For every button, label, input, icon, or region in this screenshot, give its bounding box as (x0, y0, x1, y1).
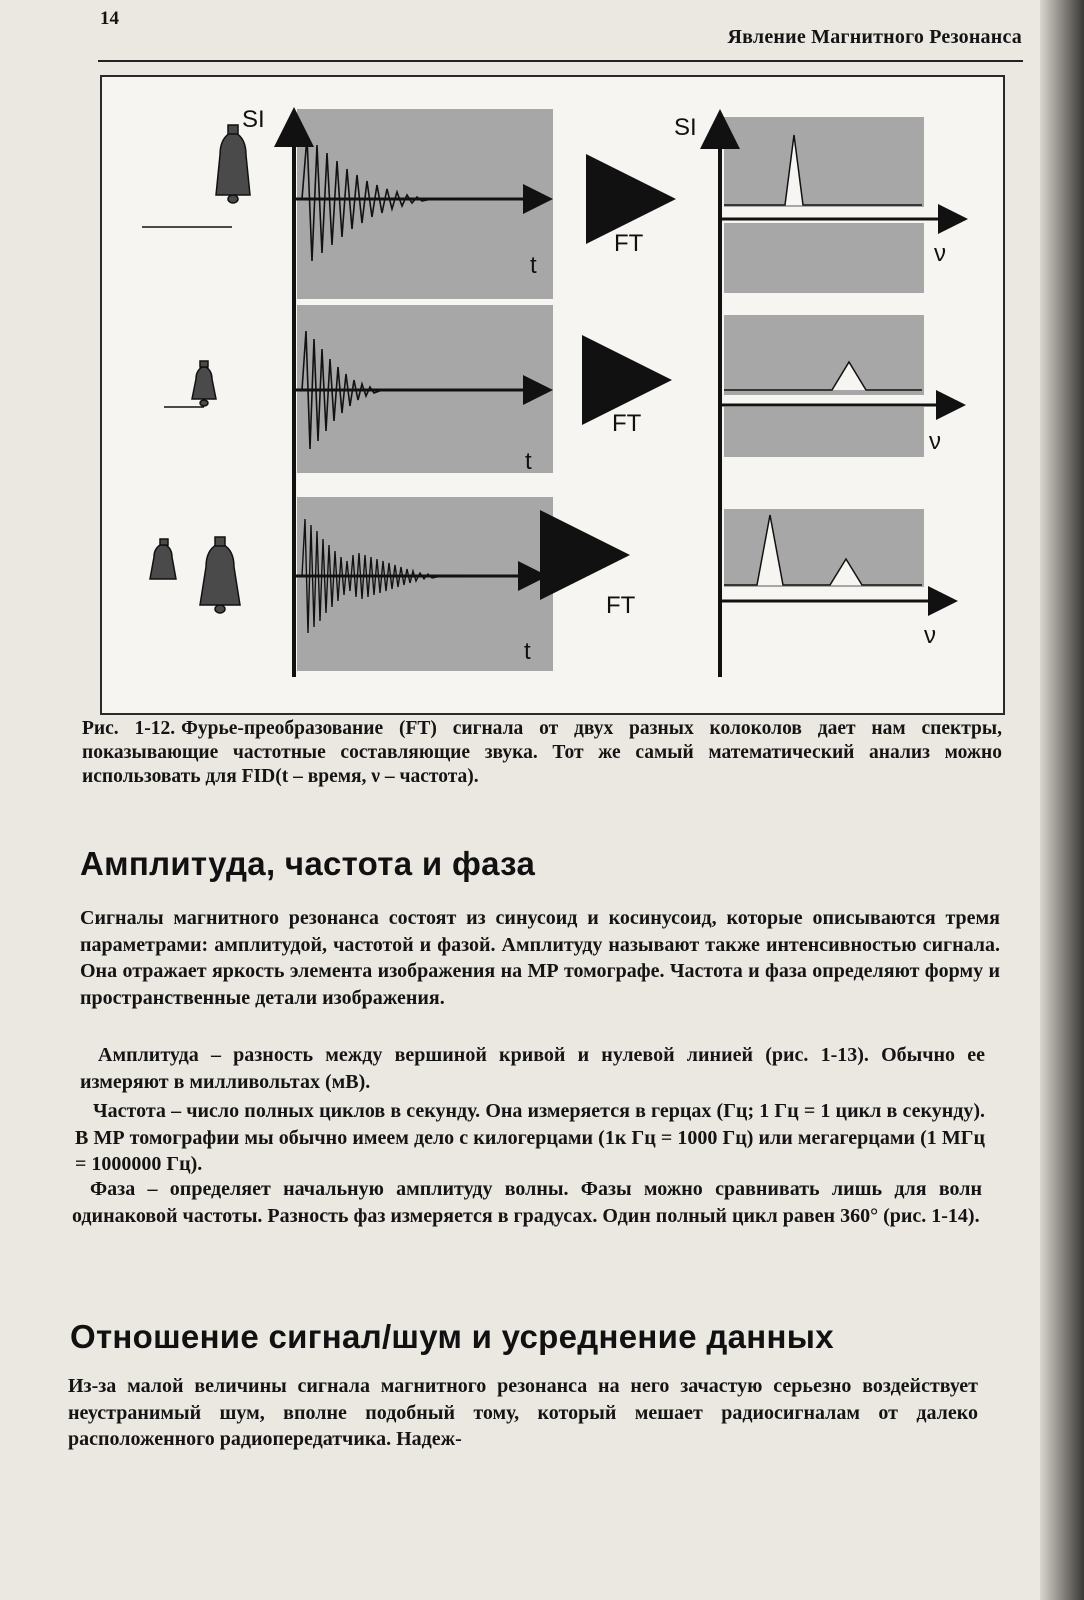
t-label-1: t (530, 252, 537, 279)
nu-label-3: ν (924, 622, 936, 649)
freq-panel-3 (724, 509, 924, 587)
nu-label-2: ν (929, 428, 941, 455)
time-panel-1 (297, 109, 553, 299)
section-title-snr: Отношение сигнал/шум и усреднение данных (70, 1318, 834, 1355)
t-label-2: t (525, 448, 532, 475)
ft-label-2: FT (612, 410, 642, 437)
freq-panel-2 (724, 315, 924, 395)
header-rule (98, 60, 1023, 62)
paragraph-frequency: Частота – число полных циклов в секунду. Она измеряется в герцах (Гц; 1 Гц = 1 цикл в секунду). В МР томографии мы обычно имеем дело с килогерцами (1к Гц = 1000 Гц) или мегагерцами (1 МГц = 1000000 Гц). (75, 1100, 985, 1175)
fourier-bell-diagram (102, 77, 1007, 717)
paragraph-amplitude: Амплитуда – разность между вершиной кривой и нулевой линией (рис. 1-13). Обычно ее измеряют в милливольтах (мВ). (80, 1044, 985, 1093)
ft-label-3: FT (606, 592, 636, 619)
caption-label: Рис. 1-12. (82, 718, 176, 739)
section-title-amplitude: Амплитуда, частота и фаза (80, 845, 536, 882)
bell-small-2-icon (192, 361, 216, 406)
paragraph-noise: Из-за малой величины сигнала магнитного резонанса на него зачастую серьезно воздействует неустранимый шум, вполне подобный тому, который мешает радиосигналам от далеко расположенного радиопередатчика. Надеж- (68, 1375, 978, 1450)
caption-text: Фурье-преобразование (FT) сигнала от двух разных колоколов дает нам спектры, показывающие частотные составляющие звука. Тот же самый математический анализ можно использовать для FID(t – время, ν – частота). (82, 718, 1002, 787)
nu-label-1: ν (934, 240, 946, 267)
si-label-right: SI (674, 114, 697, 141)
si-label-left: SI (242, 106, 265, 133)
t-label-3: t (524, 638, 531, 665)
running-head: Явление Магнитного Резонанса (727, 26, 1022, 48)
freq-panel-2b (724, 407, 924, 457)
bell-large-1-icon (216, 125, 250, 203)
bell-large-3-icon (200, 537, 240, 613)
freq-panel-1 (724, 117, 924, 207)
page-edge-shadow (1040, 0, 1084, 1600)
ft-label-1: FT (614, 230, 644, 257)
paragraph-phase: Фаза – определяет начальную амплитуду волны. Фазы можно сравнивать лишь для волн одинаковой частоты. Разность фаз измеряется в градусах. Один полный цикл равен 360° (рис. 1-14). (72, 1178, 982, 1227)
figure-caption (82, 717, 1002, 789)
figure-1-12 (100, 75, 1005, 715)
page-number: 14 (100, 8, 119, 29)
paragraph-signals: Сигналы магнитного резонанса состоят из синусоид и косинусоид, которые описываются тремя параметрами: амплитудой, частотой и фазой. Амплитуду называют также интенсивностью сигнала. Она отражает яркость элемента изображения на МР томографе. Частота и фаза определяют форму и пространственные детали изображения. (80, 907, 1000, 1009)
bell-small-3-icon (150, 539, 176, 579)
time-panel-3 (297, 497, 553, 671)
freq-panel-1b (724, 223, 924, 293)
